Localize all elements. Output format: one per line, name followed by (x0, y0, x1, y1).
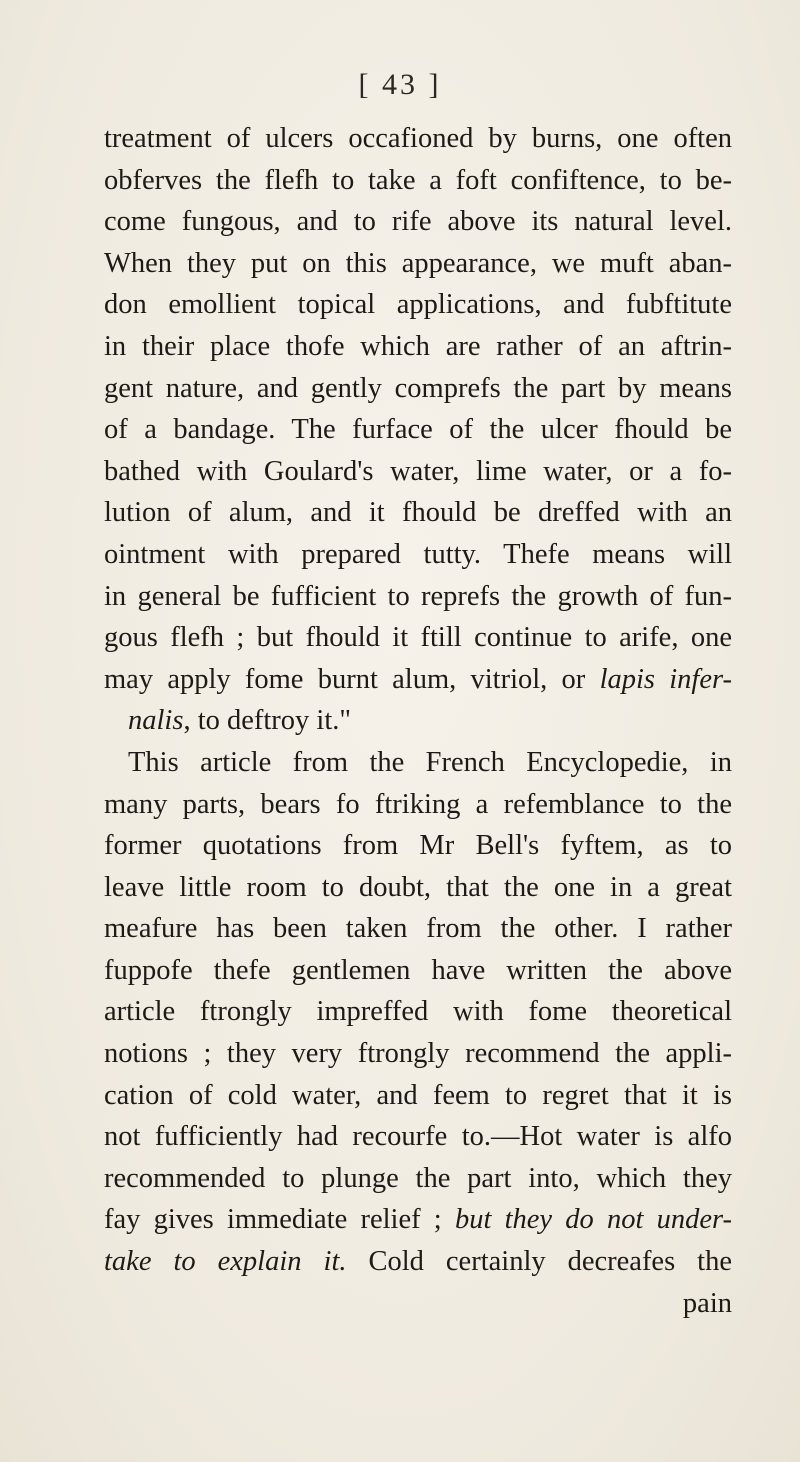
text-line: former quotations from Mr Bell's fyftem, as to (104, 830, 732, 862)
text-line: in their place thofe which are rather of an aftrin- (104, 330, 732, 362)
text-line: fuppofe thefe gentlemen have written the above (104, 954, 732, 986)
text-line: meafure has been taken from the other. I rather (104, 913, 732, 945)
text-line: gent nature, and gently comprefs the part by means (104, 372, 732, 404)
catchword: pain (682, 1287, 732, 1319)
body-text (104, 118, 732, 1324)
text-line: treatment of ulcers occafioned by burns, one often (104, 123, 732, 154)
text-line: of a bandage. The furface of the ulcer fhould be (104, 414, 732, 446)
text-line: in general be fufficient to reprefs the growth of fun- (104, 580, 732, 612)
text-line: ointment with prepared tutty. Thefe means will (104, 538, 732, 570)
text-segment: , to deftroy it." (183, 705, 352, 737)
text-segment: Cold certainly decreafes the (346, 1246, 732, 1278)
italic-text-segment: but they do not under- (454, 1204, 732, 1236)
italic-text-segment: nalis (128, 705, 184, 737)
text-line (104, 700, 732, 742)
text-line: many parts, bears fo ftriking a refemblance to the (104, 788, 732, 820)
text-line: come fungous, and to rife above its natural level. (104, 206, 732, 238)
text-line: leave little room to doubt, that the one in a great (104, 871, 732, 903)
text-segment: fay gives immediate relief ; (104, 1204, 455, 1236)
text-line: obferves the flefh to take a foft confiftence, to be- (104, 164, 732, 196)
text-line: lution of alum, and it fhould be dreffed with an (104, 497, 732, 529)
paragraph-start-line: This article from the French Encyclopedie, in (128, 746, 732, 778)
page-number-header: [ 43 ] (358, 68, 442, 101)
text-line (104, 659, 732, 701)
text-line: don emollient topical applications, and fubftitute (104, 289, 732, 321)
text-line: not fufficiently had recourfe to.—Hot water is alfo (104, 1121, 732, 1153)
text-segment: may apply fome burnt alum, vitriol, or (104, 663, 600, 695)
text-line: gous flefh ; but fhould it ftill continue to arife, one (104, 622, 732, 654)
italic-text-segment: lapis infer- (599, 663, 732, 695)
text-line: article ftrongly impreffed with fome theoretical (104, 996, 732, 1028)
text-line (104, 1241, 732, 1283)
italic-text-segment: take to explain it. (104, 1246, 347, 1278)
text-line: recommended to plunge the part into, which they (104, 1162, 732, 1194)
text-line: notions ; they very ftrongly recommend the appli- (104, 1038, 732, 1070)
text-line: cation of cold water, and feem to regret that it is (104, 1079, 732, 1111)
text-line: bathed with Goulard's water, lime water, or a fo- (104, 455, 732, 487)
text-line (104, 1199, 732, 1241)
text-line: When they put on this appearance, we muft aban- (104, 247, 732, 279)
